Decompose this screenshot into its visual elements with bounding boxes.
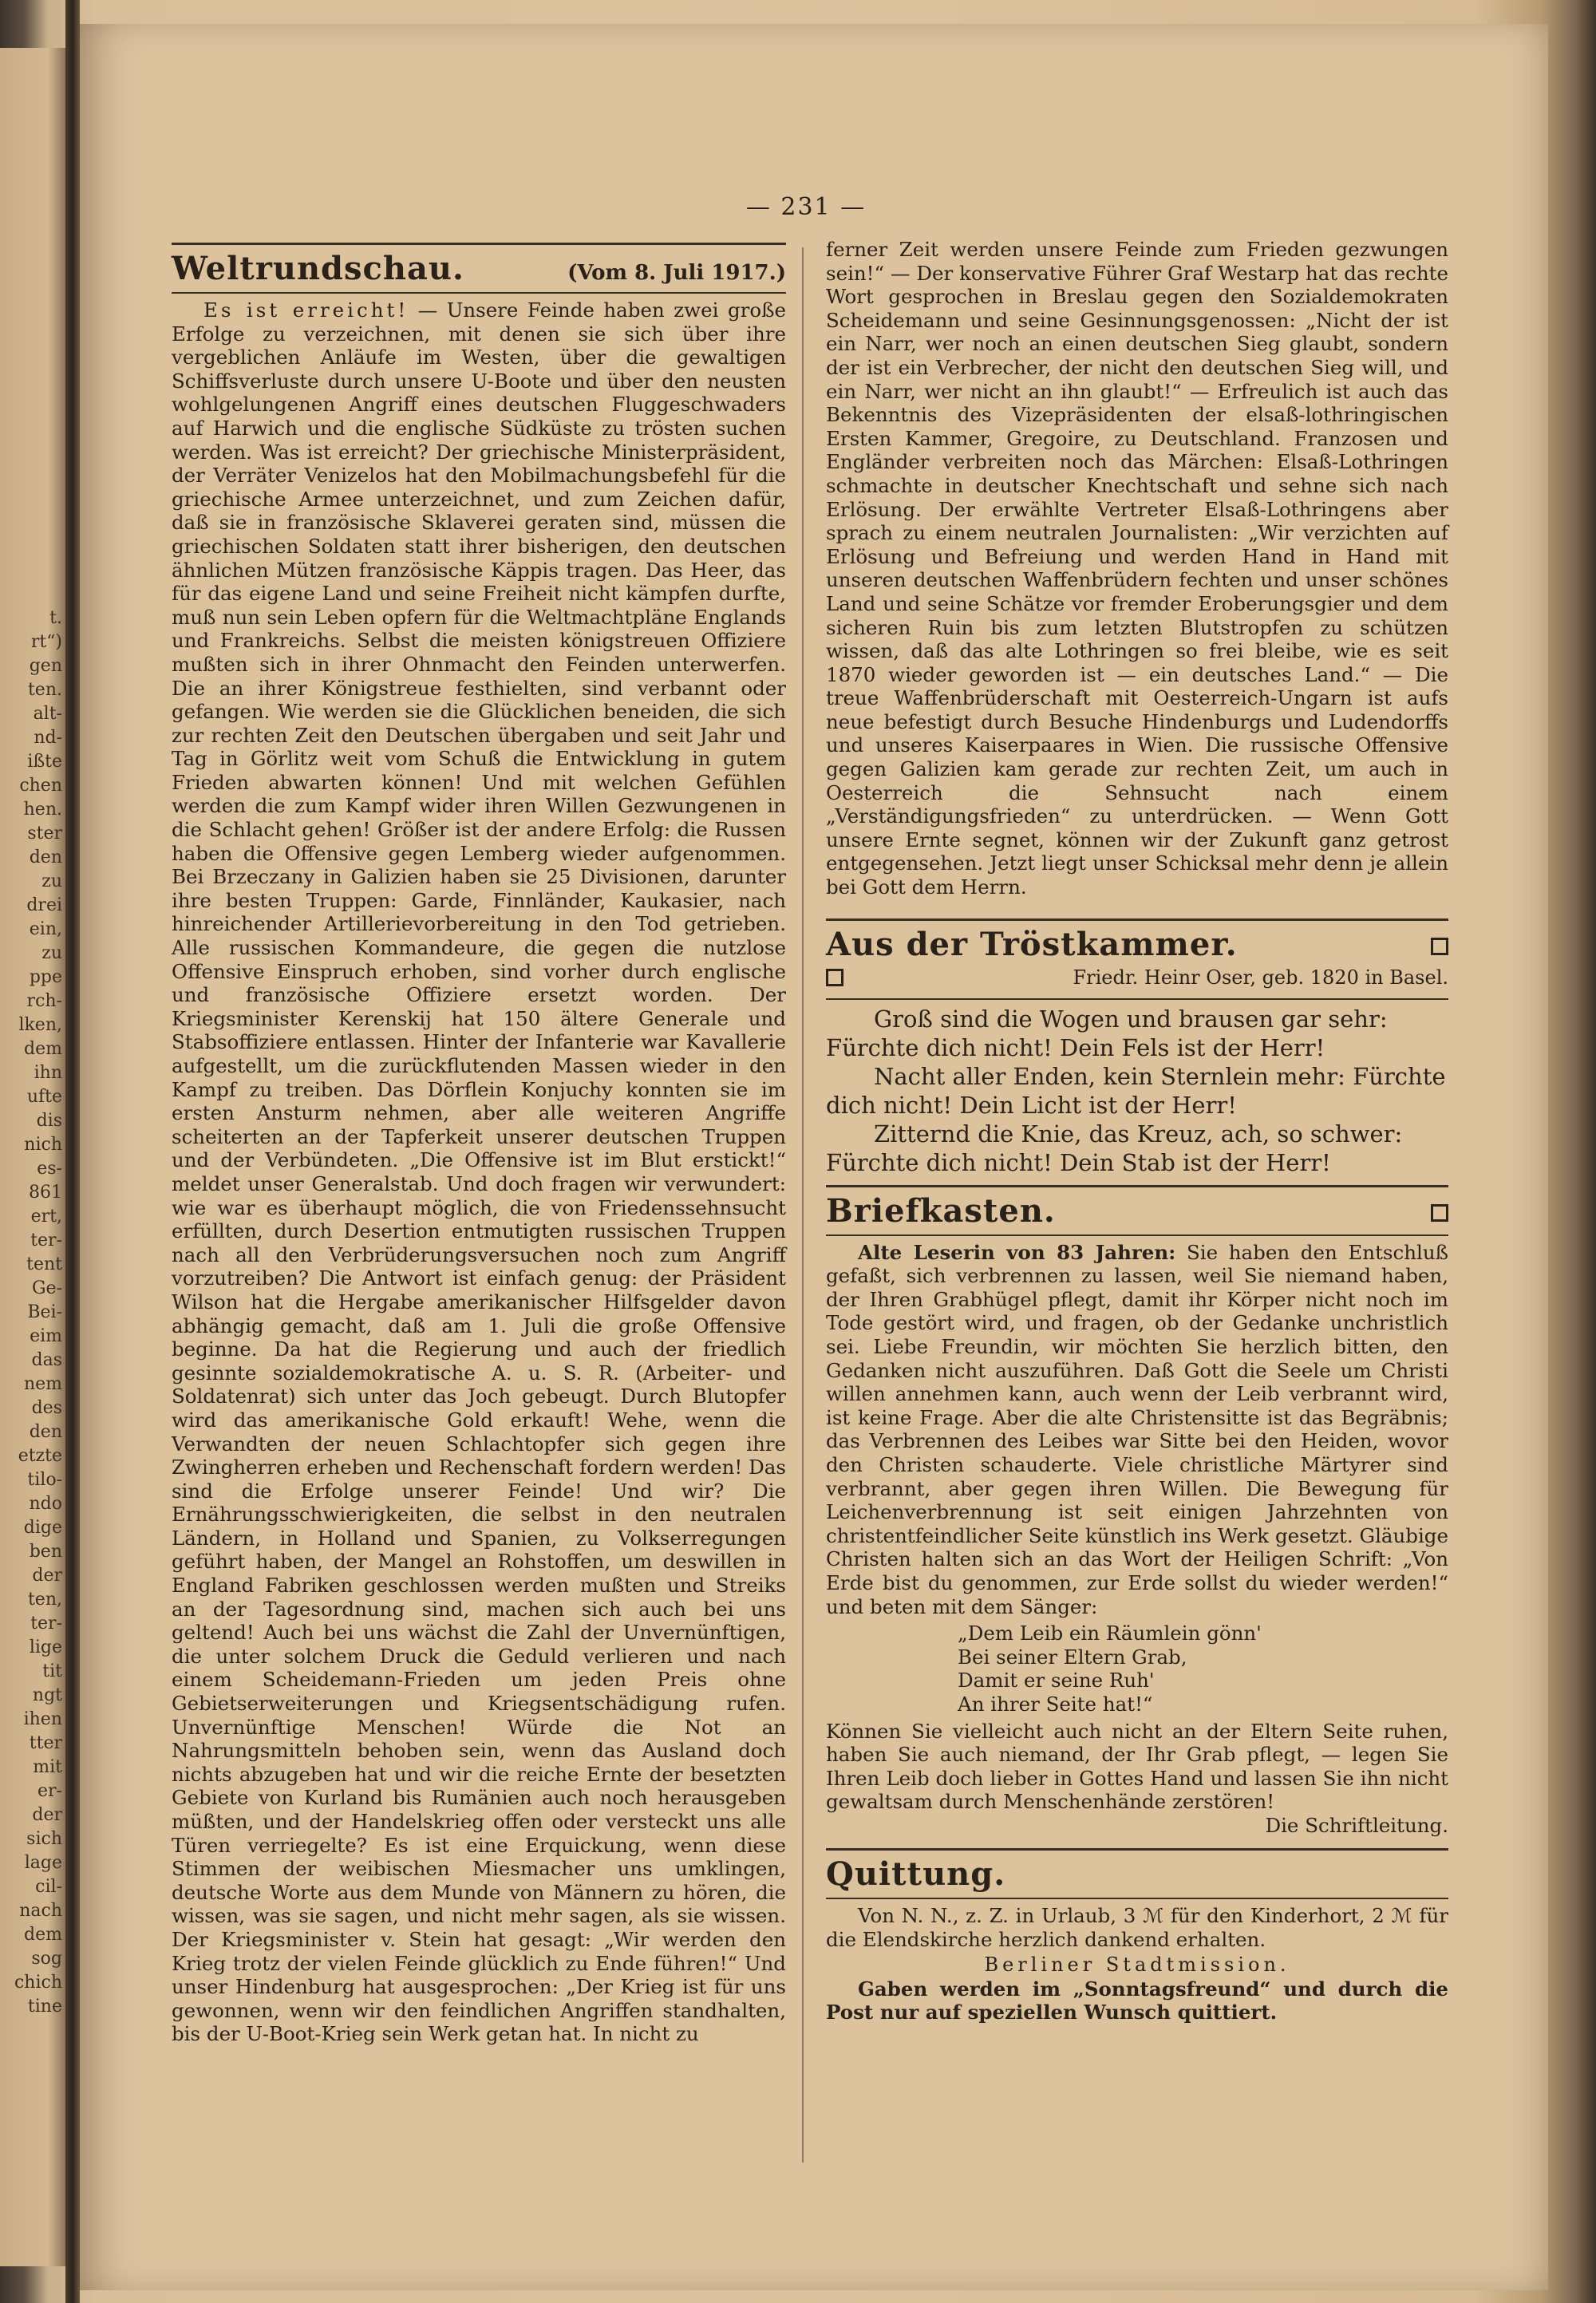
briefkasten-rule <box>826 1234 1448 1236</box>
margin-fragment: lken, <box>18 1015 62 1035</box>
weltrundschau-paragraph: — Unsere Feinde haben zwei große Erfolge zu verzeichnen, mit denen sie sich über ihre vergeblichen Anläufe im Westen, über die gewaltigen Schiffsverluste durch unsere U-Boote und über den neusten wohlgelungenen Angriff eines deutschen Fluggeschwaders auf Harwich und die englische Südküste zu trösten suchen werden. Was ist erreicht? Der griechische Ministerpräsident, der Verräter Venizelos hat den Mobilmachungsbefehl für die griechische Armee unterzeichnet, und zum Zeichen dafür, daß sie in französische Sklaverei geraten sind, müssen die griechischen Soldaten statt ihrer bisherigen, den deutschen ähnlichen Mützen französische Käppis tragen. Das Heer, das für das eigene Land und seine Freiheit nicht kämpfen durfte, muß nun sein Leben opfern für die Weltmachtpläne Englands und Frankreichs. Selbst die meisten königstreuen Offiziere mußten sich in ihrer Ohnmacht den Feinden unterwerfen. Die an ihrer Königstreue festhielten, sind verbannt oder gefangen. Wie werden sie die Glücklichen beneiden, die sich zur rechten Zeit den Deutschen übergaben und seit Jahr und Tag in Görlitz weit vom Schuß die Entwicklung in gutem Frieden abwarten können! Und mit welchen Gefühlen werden die zum Kampf wider ihren Willen Gezwungenen in die Schlacht gehen! Größer ist der andere Erfolg: die Russen haben die Offensive gegen Lemberg wieder aufgenommen. Bei Brzeczany in Galizien haben sie 25 Divisionen, darunter ihre besten Truppen: Garde, Finnländer, Kaukasier, nach hinreichender Artillerievorbereitung in den Tod getrieben. Alle russischen Kommandeure, die gegen die nutzlose Offensive Einspruch erhoben, sind vorher durch englische und französische Offiziere ersetzt worden. Der Kriegsminister Kerenskij hat 150 ältere Generale und Stabsoffiziere entlassen. Hinter der Infanterie war Kavallerie aufgestellt, um die zurückflutenden Massen wieder in den Kampf zu treiben. Das Dörflein Konjuchy konnten sie im ersten Ansturm nehmen, aber alle weiteren Angriffe scheiterten an der Tapferkeit unserer deutschen Truppen und der Verbündeten. „Die Offensive ist im Blut erstickt!“ meldet unser Generalstab. Und doch fragen wir verwundert: wie war es überhaupt möglich, die von Friedenssehnsucht erfüllten, durch Desertion entmutigten russischen Truppen nach all den Verbrüderungsversuchen noch zum Angriff vorzutreiben? Die Antwort ist einfach genug: der Präsident Wilson hat die Hergabe amerikanischer Hilfsgelder davon abhängig gemacht, daß am 1. Juli die große Offensive beginne. Da hat die Regierung und auch der friedlich gesinnte sozialdemokratische A. u. S. R. (Arbeiter- und Soldatenrat) sich unter das Joch gebeugt. Durch Blutopfer wird das amerikanische Gold erkauft! Wehe, wenn die Verwandten der neuen Schlachtopfer sich gegen ihre Zwingherren erheben und Rechenschaft fordern werden! Das sind die Erfolge unserer Feinde! Und wir? Die Ernährungsschwierigkeiten, die selbst in den neutralen Ländern, in Holland und Spanien, zu Volkserregungen geführt haben, der Mangel an Rohstoffen, um deswillen in England Fabriken geschlossen werden mußten und Streiks an der Tagesordnung sind, machen sich auch bei uns geltend! Auch bei uns wächst die Zahl der Unvernünftigen, die unter solchem Druck die Geduld verlieren und nach einem Scheidemann-Frieden um jeden Preis ohne Gebietserweiterungen und Kriegsentschädigung rufen. Unvernünftige Menschen! Würde die Not an Nahrungsmitteln behoben sein, wenn das Ausland doch nichts abzugeben hat und wir die reiche Ernte der besetzten Gebiete von Kurland bis Rumänien auch noch herausgeben müßten, und der Handelskrieg offen oder versteckt uns alle Türen verriegelte? Es ist eine Erquickung, wenn diese Stimmen der weibischen Miesmacher uns umklingen, deutsche Worte aus dem Munde von Männern zu hören, die wissen, was sie sagen, und nicht mehr sagen, als sie wissen. Der Kriegsminister v. Stein hat gesagt: „Wir werden den Krieg trotz der vielen Feinde glücklich zu Ende führen!“ Und unser Hindenburg hat ausgesprochen: „Der Krieg ist für uns gewonnen, wenn wir den feindlichen Angriffen standhalten, bis der U-Boot-Krieg sein Werk getan hat. In nicht zu <box>172 298 786 2046</box>
margin-fragment: der <box>32 1566 62 1586</box>
poem-line: Groß sind die Wogen und brausen gar sehr: <box>874 1005 1388 1033</box>
margin-fragment: ben <box>29 1542 62 1562</box>
margin-fragment: nem <box>23 1374 62 1394</box>
margin-fragment: nich <box>24 1135 62 1155</box>
troestkammer-top-rule <box>826 918 1448 921</box>
weltrundschau-title: Weltrundschau. <box>172 250 464 287</box>
margin-fragment: er- <box>38 1781 62 1801</box>
poem-line: Nacht aller Enden, kein Sternlein mehr: Fürchte <box>874 1062 1446 1090</box>
quittung-rule <box>826 1898 1448 1899</box>
margin-fragment: rt“) <box>30 632 62 652</box>
margin-fragment: chen <box>19 776 62 796</box>
troestkammer-poem <box>826 1005 1448 1177</box>
margin-fragment: nach <box>19 1901 62 1921</box>
briefkasten-header <box>826 1192 1448 1230</box>
margin-fragment: ter- <box>30 1614 62 1633</box>
column-divider <box>802 247 804 2163</box>
book-spine <box>65 0 80 2303</box>
header-rule <box>172 292 786 294</box>
margin-fragment: t. <box>49 608 62 628</box>
previous-page-edge <box>0 48 65 2266</box>
margin-fragment: hen. <box>23 800 62 820</box>
margin-fragment: tilo- <box>27 1470 62 1490</box>
poem-line: dich nicht! Dein Licht ist der Herr! <box>826 1091 1237 1119</box>
briefkasten-text: Sie haben den Entschluß gefaßt, sich verbrennen zu lassen, weil Sie niemand haben, der Ihren Grabhügel pflegt, damit ihr Körper nicht noch im Tode gestört wird, und fragen, ob der Gedanke unchristlich sei. Liebe Freundin, wir möchten Sie herzlich bitten, den Gedanken nicht auszuführen. Daß Gott die Seele um Christi willen annehmen kann, auch wenn der Leib verbrannt wird, ist keine Frage. Aber die alte Christensitte ist das Begräbnis; das Verbrennen des Leibes war Sitte bei den Heiden, wovor den Christen schauderte. Viele christliche Märtyrer sind verbrannt, aber gegen ihren Willen. Die Bewegung für Leichenverbrennung ist seit einigen Jahrzehnten von christentfeindlicher Seite künstlich ins Werk gesetzt. Gläubige Christen halten sich an das Wort der Heiligen Schrift: „Von Erde bist du genommen, zur Erde sollst du wieder werden!“ und beten mit dem Sänger: <box>826 1240 1448 1618</box>
right-column <box>826 238 1448 2025</box>
margin-fragment: cil- <box>35 1877 62 1897</box>
margin-fragment: das <box>31 1350 62 1370</box>
square-ornament-icon <box>1431 938 1448 955</box>
margin-fragment: ißte <box>27 752 62 772</box>
troestkammer-rule <box>826 998 1448 1000</box>
margin-fragment: des <box>31 1398 62 1418</box>
briefkasten-title: Briefkasten. <box>826 1191 1056 1230</box>
margin-fragment: ter- <box>30 1231 62 1250</box>
margin-fragment: zu <box>41 871 62 891</box>
margin-fragment: sog <box>31 1949 62 1969</box>
square-ornament-icon <box>1431 1204 1448 1222</box>
troestkammer-author: Friedr. Heinr Oser, geb. 1820 in Basel. <box>1073 966 1448 989</box>
margin-fragment: es- <box>37 1159 62 1179</box>
margin-fragment: ppe <box>29 967 62 987</box>
weltrundschau-header <box>172 250 786 287</box>
quote-line: An ihrer Seite hat!“ <box>958 1692 1153 1716</box>
left-column <box>172 238 786 2046</box>
margin-fragment: tent <box>26 1254 62 1274</box>
weltrundschau-continuation: ferner Zeit werden unsere Feinde zum Frieden gezwungen sein!“ — Der konservative Führer Graf Westarp hat das rechte Wort gesprochen in Breslau gegen den Sozialdemokraten Scheidemann und seine Gesinnungsgenossen: „Nicht der ist ein Narr, wer noch an einen deutschen Sieg glaubt, sondern der ist ein Verbrecher, der nicht den deutschen Sieg will, und ein Narr, wer nicht an ihn glaubt!“ — Erfreulich ist auch das Bekenntnis des Vizepräsidenten der elsaß-lothringischen Ersten Kammer, Gregoire, zu Deutschland. Franzosen und Engländer verbreiten noch das Märchen: Elsaß-Lothringen schmachte in deutscher Knechtschaft und sehne sich nach Erlösung. Der erwählte Vertreter Elsaß-Lothringens aber sprach zu einem neutralen Journalisten: „Wir verzichten auf Erlösung und Befreiung und werden Hand in Hand mit unseren deutschen Waffenbrüdern fechten und unser schönes Land und seine Schätze vor fremder Eroberungsgier und dem sicheren Ruin bis zum letzten Blutstropfen zu schützen wissen, daß das alte Lothringen so frei bleibe, wie es seit 1870 wieder geworden ist — ein deutsches Land.“ — Die treue Waffenbrüderschaft mit Oesterreich-Ungarn ist aufs neue befestigt durch Besuche Hindenburgs und Ludendorffs und unseres Kaiserpaares in Wien. Die russische Offensive gegen Galizien kam gerade zur rechten Zeit, um auch in Oesterreich die Sehnsucht nach einem „Verständigungsfrieden“ zu unterdrücken. — Wenn Gott unsere Ernte segnet, können wir der Zukunft ganz getrost entgegensehen. Jetzt liegt unser Schicksal mehr denn je allein bei Gott dem Herrn. <box>826 238 1448 899</box>
briefkasten-closing: Können Sie vielleicht auch nicht an der Eltern Seite ruhen, haben Sie auch niemand, der Ihr Grab pflegt, — legen Sie Ihren Leib doch lieber in Gottes Hand und lassen Sie ihn nicht gewaltsam durch Menschenhände zerstören! <box>826 1719 1448 1814</box>
margin-fragment: ufte <box>26 1087 62 1107</box>
margin-fragment: chich <box>14 1973 62 1993</box>
quote-line: Damit er seine Ruh' <box>958 1669 1155 1693</box>
poem-line: Zitternd die Knie, das Kreuz, ach, so schwer: <box>874 1120 1403 1148</box>
margin-fragment: dem <box>24 1925 62 1945</box>
margin-fragment: ster <box>27 824 62 843</box>
margin-fragment: nd- <box>34 728 62 748</box>
margin-fragment: etzte <box>18 1446 62 1466</box>
margin-fragment: tter <box>29 1733 62 1753</box>
quote-line: Bei seiner Eltern Grab, <box>958 1645 1187 1669</box>
margin-fragment: ert, <box>30 1207 62 1227</box>
quittung-note: Gaben werden im „Sonntagsfreund“ und durch die Post nur auf speziellen Wunsch quittiert. <box>826 1977 1448 2025</box>
margin-fragment: ten, <box>27 1590 62 1610</box>
weltrundschau-lead: Es ist erreicht! <box>203 298 409 322</box>
margin-fragment: gen <box>29 656 62 676</box>
margin-fragment: lige <box>29 1637 62 1657</box>
margin-fragment: sich <box>26 1829 62 1849</box>
troestkammer-header <box>826 926 1448 963</box>
margin-fragment: mit <box>33 1757 62 1777</box>
briefkasten-addressee: Alte Leserin von 83 Jahren: <box>858 1240 1176 1264</box>
briefkasten-top-rule <box>826 1185 1448 1187</box>
quittung-text: Von N. N., z. Z. in Urlaub, 3 ℳ für den Kinderhort, 2 ℳ für die Elendskirche herzlich dankend erhalten. <box>826 1904 1448 1952</box>
troestkammer-author-row <box>826 966 1448 989</box>
margin-fragment: Bei- <box>27 1302 62 1322</box>
weltrundschau-dateline: (Vom 8. Juli 1917.) <box>567 261 786 285</box>
margin-fragment: tit <box>42 1661 62 1681</box>
troestkammer-title: Aus der Tröstkammer. <box>826 925 1238 963</box>
page-number: — 231 — <box>745 193 867 221</box>
margin-fragment: den <box>29 1422 62 1442</box>
quittung-title: Quittung. <box>826 1855 1006 1894</box>
page <box>80 24 1548 2290</box>
margin-fragment: dige <box>23 1518 62 1538</box>
top-rule <box>172 243 786 245</box>
margin-fragment: 861 <box>29 1183 62 1203</box>
previous-page-fragments <box>0 48 65 2019</box>
margin-fragment: ein, <box>29 919 62 939</box>
margin-fragment: tine <box>27 1997 62 2017</box>
quittung-top-rule <box>826 1848 1448 1851</box>
quote-line: „Dem Leib ein Räumlein gönn' <box>958 1622 1262 1645</box>
margin-fragment: ten. <box>27 680 62 700</box>
margin-fragment: dem <box>24 1039 62 1059</box>
margin-fragment: ndo <box>29 1494 62 1514</box>
margin-fragment: drei <box>26 895 62 915</box>
margin-fragment: lage <box>24 1853 62 1873</box>
margin-fragment: den <box>29 847 62 867</box>
briefkasten-quote <box>826 1622 1448 1716</box>
weltrundschau-body <box>172 298 786 2046</box>
briefkasten-body <box>826 1241 1448 1619</box>
briefkasten-signature: Die Schriftleitung. <box>1265 1813 1448 1837</box>
margin-fragment: ihen <box>23 1709 62 1729</box>
margin-fragment: dis <box>36 1111 62 1131</box>
margin-fragment: zu <box>41 943 62 963</box>
square-ornament-icon <box>826 969 843 986</box>
margin-fragment: ngt <box>32 1685 62 1705</box>
margin-fragment: ihn <box>34 1063 62 1083</box>
poem-line: Fürchte dich nicht! Dein Stab ist der Herr! <box>826 1148 1331 1176</box>
poem-line: Fürchte dich nicht! Dein Fels ist der Herr! <box>826 1033 1325 1061</box>
margin-fragment: Ge- <box>31 1278 62 1298</box>
margin-fragment: rch- <box>26 991 62 1011</box>
margin-fragment: der <box>32 1805 62 1825</box>
quittung-signature: Berliner Stadtmission. <box>984 1953 1290 1976</box>
margin-fragment: alt- <box>33 704 62 724</box>
margin-fragment: eim <box>30 1326 62 1346</box>
